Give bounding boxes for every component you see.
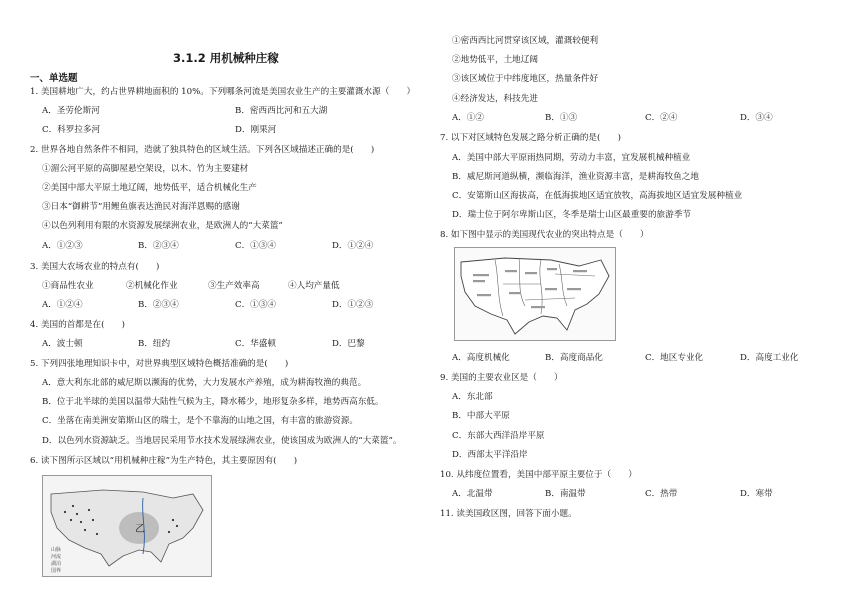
- q4-stem: 4. 美国的首都是在( ): [30, 320, 125, 330]
- q4-option-c[interactable]: C．华盛顿: [235, 339, 276, 349]
- q2-statement-2: ②美国中部大平原土地辽阔，地势低平，适合机械化生产: [42, 183, 257, 193]
- q5-stem: 5. 下列四张地理知识卡中，对世界典型区域特色概括准确的是( ): [30, 359, 289, 369]
- q3-option-d[interactable]: D．①②③: [332, 300, 374, 310]
- q10-stem: 10. 从纬度位置看，美国中部平原主要位于（ ）: [440, 470, 637, 480]
- q8-stem: 8. 如下图中显示的美国现代农业的突出特点是（ ）: [440, 230, 649, 240]
- us-agriculture-map-svg: [455, 248, 615, 340]
- q5-option-b[interactable]: B．位于北半球的美国以温带大陆性气候为主，降水稀少，地形复杂多样，地势西高东低。: [42, 397, 384, 407]
- q6-option-c[interactable]: C．②④: [645, 113, 678, 123]
- q8-option-d[interactable]: D．高度工业化: [740, 353, 799, 363]
- q3-statement-2: ②机械化作业: [126, 281, 178, 291]
- q3-option-a[interactable]: A．①②④: [42, 300, 83, 310]
- q2-statement-4: ④以色列利用有限的水资源发展绿洲农业，是欧洲人的“大菜篮”: [42, 221, 283, 231]
- q3-option-c[interactable]: C．①③④: [235, 300, 276, 310]
- q10-option-d[interactable]: D．寒带: [740, 489, 773, 499]
- q4-option-d[interactable]: D．巴黎: [332, 339, 365, 349]
- q6-statement-4: ④经济发达，科技先进: [452, 94, 538, 104]
- q6-statement-1: ①密西西比河贯穿该区域，灌溉较便利: [452, 36, 599, 46]
- q6-option-b[interactable]: B．①③: [545, 113, 578, 123]
- q7-option-b[interactable]: B．威尼斯河道纵横，濒临海洋，渔业资源丰富，是耕海牧鱼之地: [452, 172, 699, 182]
- q6-option-d[interactable]: D．③④: [740, 113, 773, 123]
- q2-option-b[interactable]: B．②③④: [138, 241, 179, 251]
- q7-option-a[interactable]: A．美国中部大平原雨热同期，劳动力丰富，宜发展机械种植业: [452, 153, 691, 163]
- q4-option-b[interactable]: B．纽约: [138, 339, 171, 349]
- q3-statement-3: ③生产效率高: [208, 281, 260, 291]
- q2-statement-3: ③日本“御耕节”用鲤鱼旗表达渔民对海洋恩赐的感谢: [42, 202, 240, 212]
- q6-statement-2: ②地势低平，土地辽阔: [452, 55, 538, 65]
- q6-stem: 6. 读下图所示区域以“用机械种庄稼”为生产特色，其主要原因有( ): [30, 456, 298, 466]
- q2-option-c[interactable]: C．①③④: [235, 241, 276, 251]
- q6-option-a[interactable]: A．①②: [452, 113, 484, 123]
- q1-option-a[interactable]: A．圣劳伦斯河: [42, 106, 100, 116]
- q7-option-d[interactable]: D．瑞士位于阿尔卑斯山区，冬季是瑞士山区最重要的旅游季节: [452, 210, 691, 220]
- q3-statement-4: ④人均产量低: [288, 281, 340, 291]
- q2-option-d[interactable]: D．①②④: [332, 241, 374, 251]
- legend-mountain: 山脉: [51, 547, 62, 553]
- q5-option-d[interactable]: D．以色列水资源缺乏。当地居民采用节水技术发展绿洲农业，使该国成为欧洲人的“大菜篮”。: [42, 436, 402, 446]
- q9-option-d[interactable]: D．西部太平洋沿岸: [452, 450, 528, 460]
- q1-stem: 1. 美国耕地广大，约占世界耕地面积的 10%。下列哪条河流是美国农业生产的主要灌溉水源（ ）: [30, 87, 416, 97]
- q3-statement-1: ①商品性农业: [42, 281, 94, 291]
- q5-option-a[interactable]: A．意大利东北部的威尼斯以濒海的优势，大力发展水产养殖，成为耕海牧渔的典范。: [42, 378, 367, 388]
- q10-option-c[interactable]: C．热带: [645, 489, 678, 499]
- q10-option-a[interactable]: A．北温带: [452, 489, 493, 499]
- q3-option-b[interactable]: B．②③④: [138, 300, 179, 310]
- q5-option-c[interactable]: C．坐落在南美洲安第斯山区的瑞士，是个不靠海的山地之国，有丰富的旅游资源。: [42, 416, 358, 426]
- q1-option-b[interactable]: B．密西西比河和五大湖: [235, 106, 328, 116]
- legend-border: 国界: [51, 568, 62, 574]
- q1-option-d[interactable]: D．刚果河: [235, 125, 277, 135]
- q4-option-a[interactable]: A．波士顿: [42, 339, 83, 349]
- q8-option-b[interactable]: B．高度商品化: [545, 353, 603, 363]
- q2-statement-1: ①湄公河平原的高脚屋悬空架设，以木、竹为主要建材: [42, 164, 249, 174]
- q3-stem: 3. 美国大农场农业的特点有( ): [30, 262, 160, 272]
- q6-statement-3: ③该区域位于中纬度地区，热量条件好: [452, 74, 599, 84]
- section-heading: 一、单选题: [30, 73, 78, 84]
- us-relief-map-svg: [43, 476, 211, 576]
- q8-option-c[interactable]: C．地区专业化: [645, 353, 704, 363]
- legend-river: 河流: [51, 554, 62, 560]
- page-title: 3.1.2 用机械种庄稼: [173, 51, 279, 65]
- q2-option-a[interactable]: A．①②③: [42, 241, 83, 251]
- q7-option-c[interactable]: C．安第斯山区海拔高，在低海拔地区适宜放牧，高海拔地区适宜发展种植业: [452, 191, 743, 201]
- q8-option-a[interactable]: A．高度机械化: [452, 353, 510, 363]
- q9-stem: 9. 美国的主要农业区是（ ）: [440, 373, 563, 383]
- us-agriculture-map: [454, 247, 616, 341]
- map-region-label: 乙: [135, 524, 145, 535]
- q1-option-c[interactable]: C．科罗拉多河: [42, 125, 101, 135]
- q9-option-b[interactable]: B．中部大平原: [452, 411, 510, 421]
- q9-option-a[interactable]: A．东北部: [452, 392, 493, 402]
- q9-option-c[interactable]: C．东部大西洋沿岸平原: [452, 431, 545, 441]
- q2-stem: 2. 世界各地自然条件不相同，造就了独具特色的区域生活。下列各区域描述正确的是( ): [30, 145, 375, 155]
- us-relief-map: [42, 475, 212, 577]
- q7-stem: 7. 以下对区域特色发展之路分析正确的是( ): [440, 133, 621, 143]
- q10-option-b[interactable]: B．南温带: [545, 489, 586, 499]
- q11-stem: 11. 读美国政区图，回答下面小题。: [440, 509, 577, 519]
- legend-lake: 湖泊: [51, 561, 62, 567]
